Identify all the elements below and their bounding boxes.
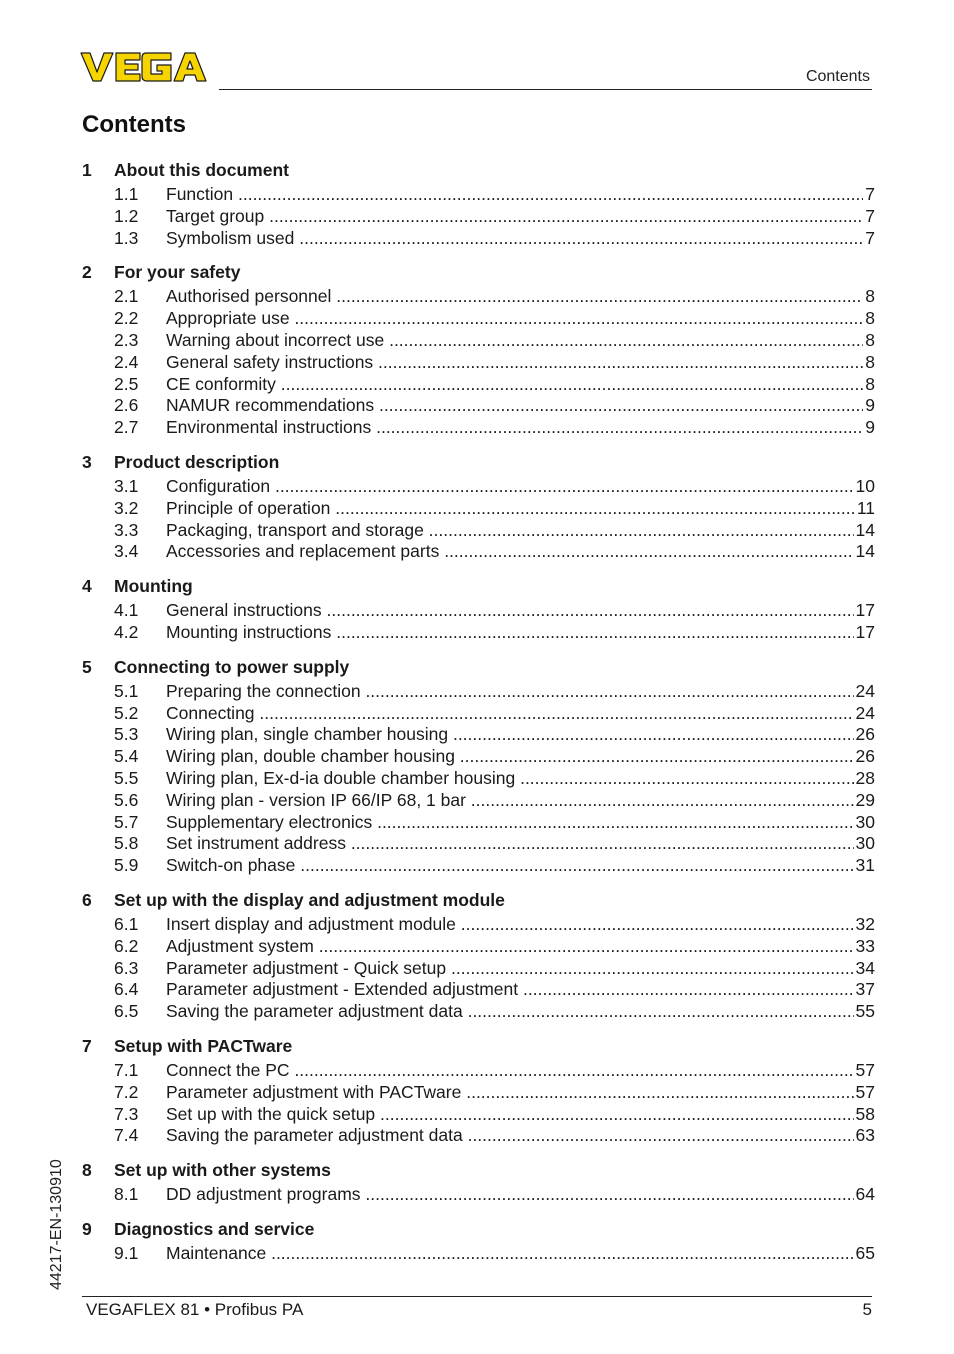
entry-page-number: 63 [855,1125,875,1146]
entry-title: Parameter adjustment - Quick setup ..... [166,958,854,980]
chapter-heading[interactable] [82,1219,875,1240]
toc-entry[interactable] [82,958,875,980]
entry-page-number: 32 [855,913,875,934]
footer-page-number: 5 [862,1300,872,1319]
table-of-contents [82,160,875,1278]
toc-entry[interactable] [82,914,875,936]
entry-page-number: 8 [865,329,875,350]
toc-entry[interactable] [82,979,875,1001]
toc-entry[interactable] [82,286,875,308]
entry-title: Set up with the quick setup ..... [166,1104,854,1126]
entry-number: 7.1 [114,1059,139,1080]
entry-title: Parameter adjustment with PACTware ..... [166,1082,854,1104]
toc-entry[interactable] [82,1104,875,1126]
entry-title: General instructions ..... [166,600,854,622]
entry-number: 5.5 [114,767,139,788]
entry-page-number: 14 [855,541,875,562]
toc-entry[interactable] [82,228,875,250]
entry-number: 3.4 [114,541,139,562]
toc-entry[interactable] [82,206,875,228]
entry-title: Symbolism used ..... [166,228,863,250]
entry-number: 6.2 [114,935,139,956]
entry-title: Set instrument address ..... [166,833,854,855]
entry-number: 5.8 [114,833,139,854]
document-code: 44217-EN-130910 [48,1159,65,1290]
chapter-number: 1 [82,160,92,180]
toc-entry[interactable] [82,352,875,374]
toc-chapter [82,1219,875,1265]
entry-title: Principle of operation ..... [166,498,855,520]
entry-number: 5.9 [114,855,139,876]
toc-entry[interactable] [82,498,875,520]
entry-page-number: 28 [855,767,875,788]
entry-title: DD adjustment programs ..... [166,1184,854,1206]
toc-chapter [82,452,875,563]
entry-title: Configuration ..... [166,476,854,498]
entry-page-number: 29 [855,789,875,810]
entry-page-number: 24 [855,702,875,723]
toc-entry[interactable] [82,374,875,396]
entry-number: 3.3 [114,519,139,540]
chapter-heading[interactable] [82,160,875,181]
chapter-number: 4 [82,576,92,597]
entry-title: Connect the PC ..... [166,1060,854,1082]
toc-entry[interactable] [82,184,875,206]
toc-chapter [82,576,875,644]
entry-number: 5.4 [114,746,139,767]
entry-number: 2.2 [114,308,139,329]
entry-page-number: 31 [855,855,875,876]
header-section-label: Contents [805,68,870,85]
entry-page-number: 34 [855,957,875,978]
entry-number: 5.1 [114,680,139,701]
entry-page-number: 9 [865,395,875,416]
entry-page-number: 7 [865,227,875,248]
chapter-number: 2 [82,262,92,283]
entry-page-number: 9 [865,417,875,438]
toc-entry[interactable] [82,541,875,563]
entry-page-number: 14 [855,519,875,540]
entry-number: 6.5 [114,1001,139,1022]
entry-page-number: 8 [865,351,875,372]
chapter-title: Product description [114,451,280,472]
vega-logo [80,50,212,84]
chapter-number: 5 [82,656,92,677]
toc-entry[interactable] [82,417,875,439]
toc-chapter [82,160,875,249]
toc-entry[interactable] [82,1125,875,1147]
entry-number: 9.1 [114,1242,139,1263]
entry-title: Wiring plan, Ex-d-ia double chamber housing ..... [166,768,854,790]
chapter-heading[interactable] [82,262,875,283]
chapter-title: Mounting [114,576,193,597]
entry-title: Function ..... [166,184,863,206]
chapter-number: 8 [82,1160,92,1181]
entry-page-number: 10 [855,475,875,496]
entry-number: 3.1 [114,475,139,496]
toc-entry[interactable] [82,330,875,352]
entry-title: CE conformity ..... [166,374,863,396]
entry-title: Environmental instructions ..... [166,417,863,439]
toc-entry[interactable] [82,520,875,542]
chapter-heading[interactable] [82,657,875,678]
entry-title: Appropriate use ..... [166,308,863,330]
entry-number: 5.6 [114,789,139,810]
entry-number: 6.4 [114,979,139,1000]
chapter-title: Set up with the display and adjustment module [114,889,505,910]
entry-title: Maintenance ..... [166,1243,854,1265]
entry-title: NAMUR recommendations ..... [166,395,863,417]
entry-page-number: 8 [865,286,875,307]
entry-number: 8.1 [114,1184,139,1205]
toc-entry[interactable] [82,600,875,622]
chapter-heading[interactable] [82,1036,875,1057]
toc-entry[interactable] [82,936,875,958]
entry-page-number: 65 [855,1242,875,1263]
entry-page-number: 64 [855,1184,875,1205]
chapter-number: 3 [82,451,92,472]
toc-chapter [82,1036,875,1147]
entry-title: Wiring plan - version IP 66/IP 68, 1 bar ..... [166,790,854,812]
entry-page-number: 57 [855,1081,875,1102]
entry-page-number: 26 [855,746,875,767]
entry-number: 2.7 [114,417,139,438]
toc-entry[interactable] [82,395,875,417]
entry-title: Packaging, transport and storage ..... [166,520,854,542]
entry-page-number: 33 [855,935,875,956]
toc-entry[interactable] [82,1060,875,1082]
chapter-title: For your safety [114,262,241,283]
toc-entry[interactable] [82,1243,875,1265]
chapter-heading[interactable] [82,1160,875,1181]
header-rule [219,89,872,90]
entry-title: Supplementary electronics ..... [166,812,854,834]
entry-title: Connecting ..... [166,703,854,725]
chapter-number: 7 [82,1035,92,1056]
chapter-heading[interactable] [82,890,875,911]
toc-entry[interactable] [82,768,875,790]
entry-title: Wiring plan, double chamber housing ..... [166,746,854,768]
entry-number: 7.2 [114,1081,139,1102]
toc-entry[interactable] [82,622,875,644]
chapter-title: Diagnostics and service [114,1218,315,1239]
entry-page-number: 26 [855,724,875,745]
entry-title: Insert display and adjustment module ..... [166,914,854,936]
entry-number: 3.2 [114,497,139,518]
entry-number: 1.2 [114,205,139,226]
toc-entry[interactable] [82,1082,875,1104]
entry-title: Saving the parameter adjustment data ..... [166,1001,854,1023]
entry-number: 1.3 [114,227,139,248]
entry-page-number: 24 [855,680,875,701]
toc-entry[interactable] [82,308,875,330]
entry-title: Parameter adjustment - Extended adjustment ..... [166,979,854,1001]
entry-number: 2.6 [114,395,139,416]
entry-title: Adjustment system ..... [166,936,854,958]
entry-title: Saving the parameter adjustment data ..... [166,1125,854,1147]
toc-entry[interactable] [82,790,875,812]
chapter-title: Connecting to power supply [114,656,350,677]
chapter-heading[interactable] [82,576,875,597]
chapter-heading[interactable] [82,452,875,473]
entry-title: Switch-on phase ..... [166,855,854,877]
entry-page-number: 30 [855,833,875,854]
entry-page-number: 8 [865,308,875,329]
entry-title: Preparing the connection ..... [166,681,854,703]
entry-title: General safety instructions ..... [166,352,863,374]
chapter-number: 9 [82,1218,92,1239]
toc-entry[interactable] [82,724,875,746]
footer-rule [82,1296,872,1297]
entry-number: 5.7 [114,811,139,832]
toc-chapter [82,890,875,1023]
entry-number: 6.3 [114,957,139,978]
toc-entry[interactable] [82,1001,875,1023]
entry-number: 2.3 [114,329,139,350]
toc-chapter [82,262,875,439]
chapter-number: 6 [82,889,92,910]
entry-number: 4.1 [114,600,139,621]
entry-number: 4.2 [114,621,139,642]
entry-page-number: 57 [855,1059,875,1080]
entry-number: 7.4 [114,1125,139,1146]
chapter-title: Setup with PACTware [114,1035,293,1056]
entry-title: Target group ..... [166,206,863,228]
toc-entry[interactable] [82,703,875,725]
entry-number: 5.3 [114,724,139,745]
toc-entry[interactable] [82,812,875,834]
entry-number: 2.1 [114,286,139,307]
entry-number: 5.2 [114,702,139,723]
entry-page-number: 58 [855,1103,875,1124]
toc-chapter [82,657,875,877]
entry-page-number: 55 [855,1001,875,1022]
entry-title: Wiring plan, single chamber housing ..... [166,724,854,746]
toc-entry[interactable] [82,1184,875,1206]
entry-title: Mounting instructions ..... [166,622,854,644]
toc-entry[interactable] [82,476,875,498]
toc-entry[interactable] [82,833,875,855]
entry-number: 7.3 [114,1103,139,1124]
entry-title: Warning about incorrect use ..... [166,330,863,352]
entry-title: Authorised personnel ..... [166,286,863,308]
entry-page-number: 17 [855,621,875,642]
entry-page-number: 11 [856,497,875,518]
entry-title: Accessories and replacement parts ..... [166,541,854,563]
page-title: Contents [82,111,186,138]
entry-number: 1.1 [114,184,139,204]
entry-number: 2.5 [114,373,139,394]
toc-entry[interactable] [82,746,875,768]
toc-chapter [82,1160,875,1206]
entry-page-number: 8 [865,373,875,394]
toc-entry[interactable] [82,681,875,703]
entry-page-number: 17 [855,600,875,621]
entry-number: 6.1 [114,913,139,934]
entry-number: 2.4 [114,351,139,372]
entry-page-number: 7 [865,205,875,226]
footer-product: VEGAFLEX 81 • Profibus PA [86,1300,304,1319]
toc-entry[interactable] [82,855,875,877]
chapter-title: Set up with other systems [114,1160,331,1181]
chapter-title: About this document [114,160,289,180]
entry-page-number: 30 [855,811,875,832]
entry-page-number: 37 [855,979,875,1000]
entry-page-number: 7 [865,184,875,204]
